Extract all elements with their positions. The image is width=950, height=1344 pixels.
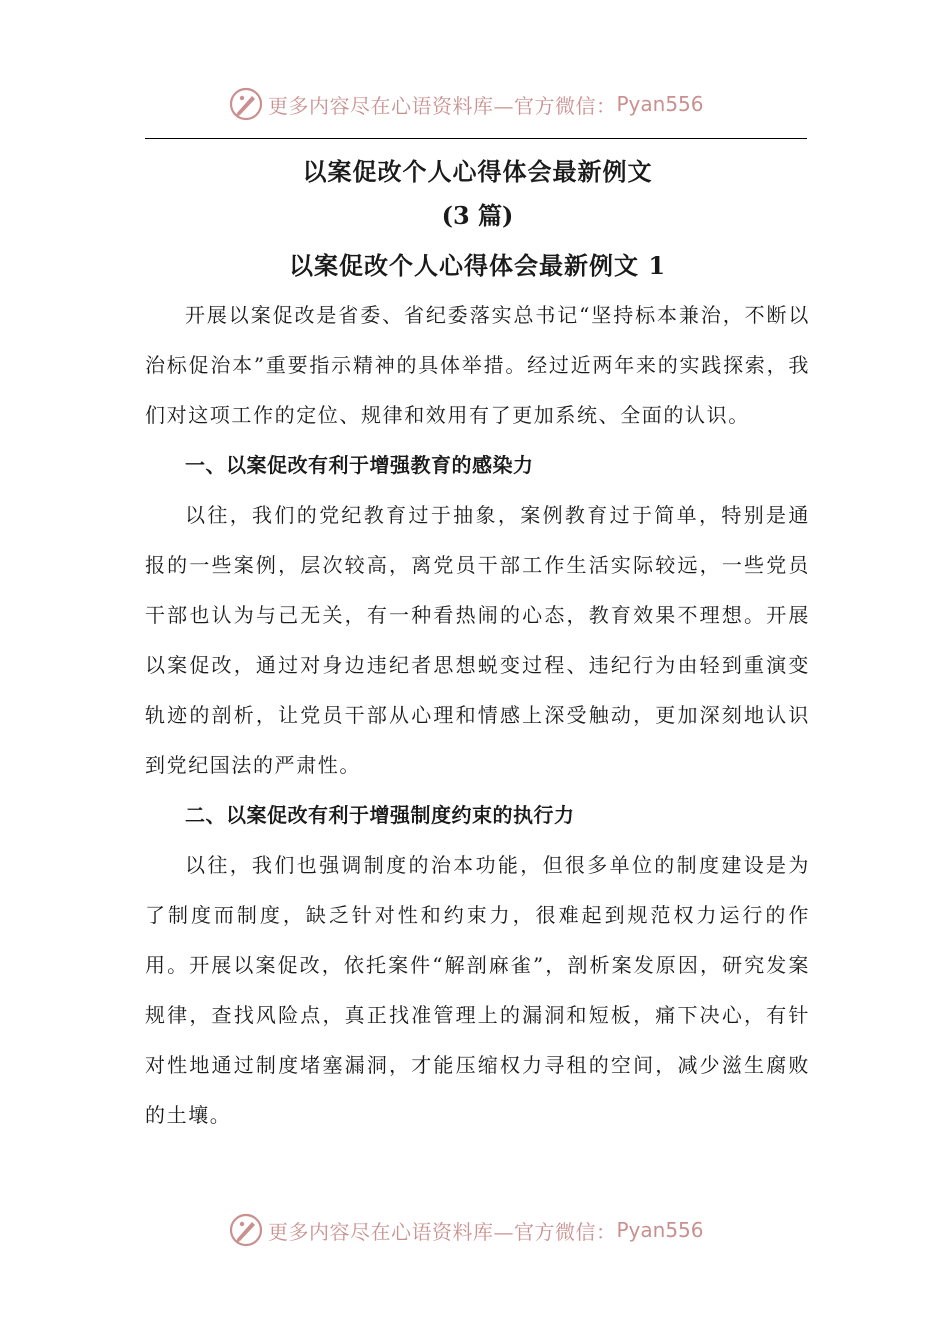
document-title: 以案促改个人心得体会最新例文 <box>302 157 653 186</box>
pen-logo-icon <box>228 86 264 122</box>
footer-watermark <box>228 1210 704 1250</box>
watermark-text: 更多内容尽在心语资料库—官方微信： <box>268 93 617 118</box>
section-paragraph: 以往，我们也强调制度的治本功能，但很多单位的制度建设是为了制度而制度，缺乏针对性和约束力，很难起到规范权力运行的作用。开展以案促改，依托案件“解剖麻雀”，剖析案发原因，研究发案规律，查找风险点，真正找准管理上的漏洞和短板，痛下决心，有针对性地通过制度堵塞漏洞，才能压缩权力寻租的空间，减少滋生腐败的土壤。 <box>145 853 810 1127</box>
article-title: 以案促改个人心得体会最新例文 1 <box>288 251 667 280</box>
section-paragraph: 以往，我们的党纪教育过于抽象，案例教育过于简单，特别是通报的一些案例，层次较高，离党员干部工作生活实际较远，一些党员干部也认为与己无关，有一种看热闹的心态，教育效果不理想。开展以案促改，通过对身边违纪者思想蜕变过程、违纪行为由轻到重演变轨迹的剖析，让党员干部从心理和情感上深受触动，更加深刻地认识到党纪国法的严肃性。 <box>145 503 810 777</box>
document-body <box>145 150 810 1140</box>
watermark-text: 更多内容尽在心语资料库—官方微信： <box>268 1219 617 1244</box>
header-watermark <box>228 84 704 124</box>
pen-logo-icon <box>228 1212 264 1248</box>
watermark-wechat-id: Pyan556 <box>616 92 704 116</box>
watermark-wechat-id: Pyan556 <box>616 1218 704 1242</box>
document-subtitle: (3 篇) <box>441 201 514 230</box>
section-heading: 二、以案促改有利于增强制度约束的执行力 <box>185 803 575 827</box>
intro-paragraph: 开展以案促改是省委、省纪委落实总书记“坚持标本兼治，不断以治标促治本”重要指示精神的具体举措。经过近两年来的实践探索，我们对这项工作的定位、规律和效用有了更加系统、全面的认识。 <box>145 303 810 427</box>
header-divider <box>145 138 807 139</box>
section-heading: 一、以案促改有利于增强教育的感染力 <box>185 453 534 477</box>
